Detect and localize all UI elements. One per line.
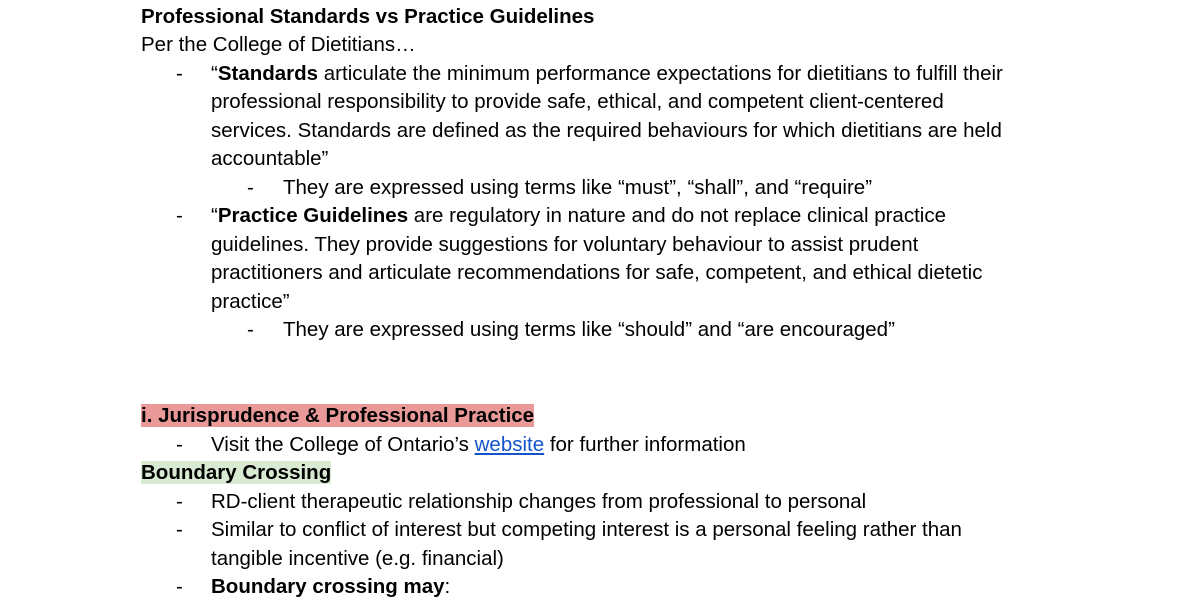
guidelines-line-4: practice” [211,290,290,313]
section-heading-boundary-crossing [141,459,331,487]
bullet-dash: - [176,518,183,541]
heading-highlight: Boundary Crossing [141,461,332,484]
heading-highlight: i. Jurisprudence & Professional Practice [141,404,535,427]
standards-line-4: accountable” [211,147,329,170]
guidelines-line-2: guidelines. They provide suggestions for voluntary behaviour to assist prudent [211,233,919,256]
bullet-dash: - [247,176,254,199]
boundary-item-3 [211,573,450,601]
boundary-item-2-line-1: Similar to conflict of interest but competing interest is a personal feeling rather than [211,518,962,541]
boundary-item-3-bold: Boundary crossing may [211,575,445,598]
bullet-dash: - [247,318,254,341]
guidelines-line-1-rest: are regulatory in nature and do not replace clinical practice [408,204,946,227]
bullet-dash: - [176,204,183,227]
open-quote: “ [211,204,218,227]
standards-line-3: services. Standards are defined as the required behaviours for which dietitians are held [211,119,1002,142]
standards-line-1-rest: articulate the minimum performance expectations for dietitians to fulfill their [318,62,1003,85]
boundary-item-1: RD-client therapeutic relationship changes from professional to personal [211,490,867,513]
visit-college-item [211,431,746,459]
bullet-dash: - [176,490,183,513]
intro-text: Per the College of Dietitians… [141,33,416,56]
visit-text-after: for further information [544,433,746,456]
section-heading-jurisprudence [141,402,534,430]
guidelines-term: Practice Guidelines [217,204,409,227]
guidelines-line-3: practitioners and articulate recommendations for safe, competent, and ethical dietetic [211,261,983,284]
bullet-dash: - [176,433,183,456]
boundary-item-3-rest: : [444,575,451,598]
open-quote: “ [211,62,218,85]
section-title-standards-vs-guidelines: Professional Standards vs Practice Guidelines [141,5,595,28]
standards-term: Standards [217,62,319,85]
boundary-item-2-line-2: tangible incentive (e.g. financial) [211,547,504,570]
guidelines-sub-item: They are expressed using terms like “should” and “are encouraged” [283,318,895,341]
website-link[interactable]: website [474,433,545,456]
guidelines-line-1 [211,202,946,230]
visit-text-before: Visit the College of Ontario’s [211,433,475,456]
standards-line-2: professional responsibility to provide safe, ethical, and competent client-centered [211,90,944,113]
bullet-dash: - [176,575,183,598]
standards-line-1 [211,60,1003,88]
standards-sub-item: They are expressed using terms like “must”, “shall”, and “require” [283,176,873,199]
bullet-dash: - [176,62,183,85]
